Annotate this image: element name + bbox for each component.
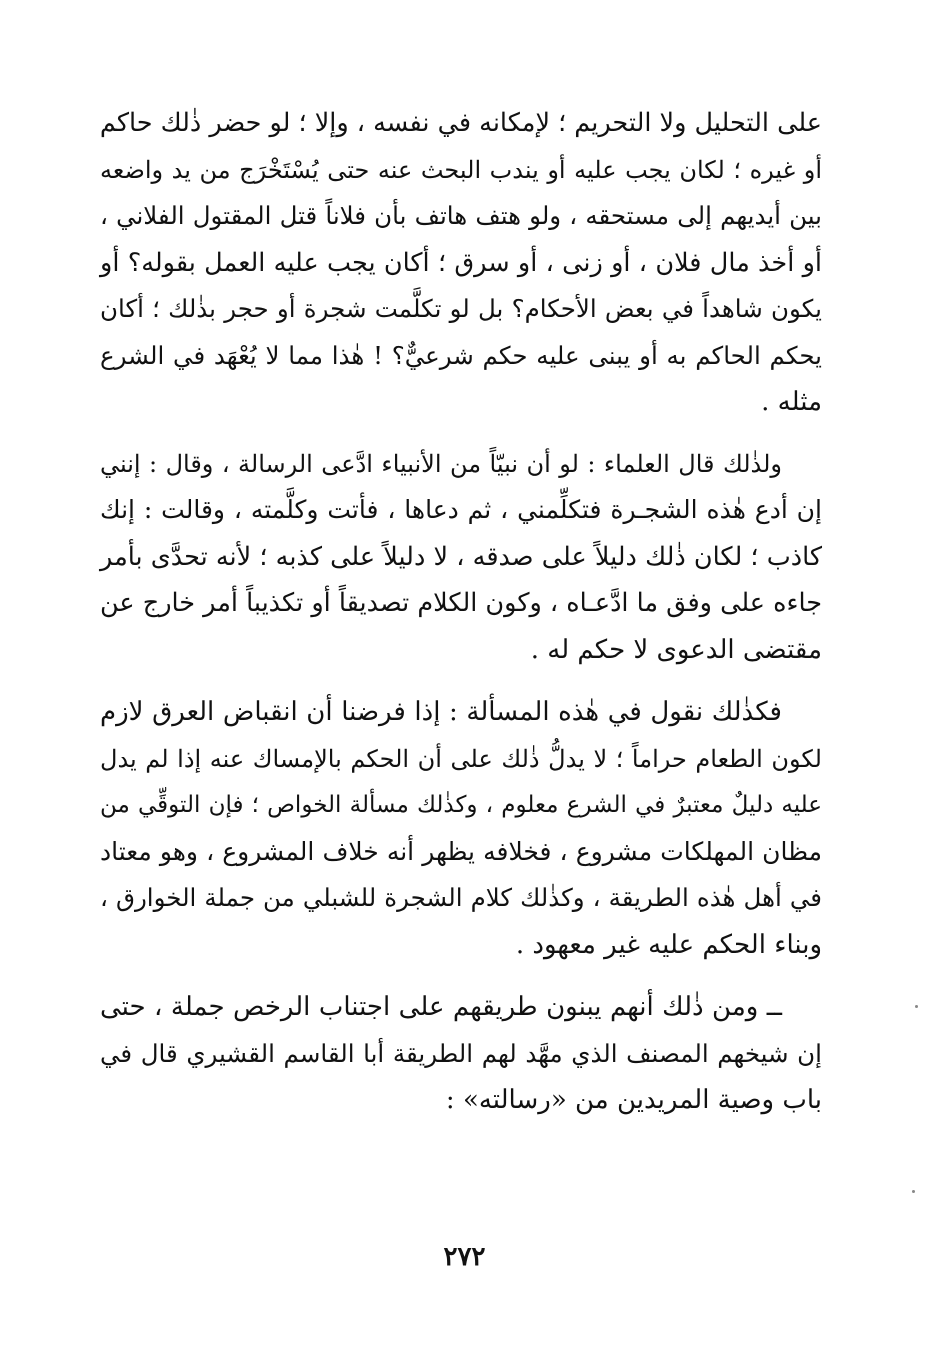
text-line: فكذٰلك نقول في هٰذه المسألة : إذا فرضنا أن انقباض العرق لازم xyxy=(100,697,782,727)
text-line: يحكم الحاكم به أو يبنى عليه حكم شرعيٌّ؟ ! هٰذا مما لا يُعْهَد في الشرع xyxy=(100,340,822,370)
scan-speck xyxy=(912,1190,915,1193)
text-line: بين أيديهم إلى مستحقه ، ولو هتف هاتف بأن فلاناً قتل المقتول الفلاني ، xyxy=(100,201,822,230)
text-line: لكون الطعام حراماً ؛ لا يدلُّ ذٰلك على أن الحكم بالإمساك عنه إذا لم يدل xyxy=(100,744,822,773)
text-line: يكون شاهداً في بعض الأحكام؟ بل لو تكلَّمت شجرة أو حجر بذٰلك ؛ أكان xyxy=(100,294,822,323)
text-line: على التحليل ولا التحريم ؛ لإمكانه في نفسه ، وإلا ؛ لو حضر ذٰلك حاكم xyxy=(99,108,822,138)
text-line: ولذٰلك قال العلماء : لو أن نبيّاً من الأنبياء ادَّعى الرسالة ، وقال : إنني xyxy=(100,449,782,478)
text-line: جاءه على وفق ما ادَّعـاه ، وكون الكلام تصديقاً أو تكذيباً أمر خارج عن xyxy=(100,588,822,618)
paragraph-4 xyxy=(100,984,822,1124)
text-line: إن شيخهم المصنف الذي مهَّد لهم الطريقة أبا القاسم القشيري قال في xyxy=(100,1038,822,1068)
page-number: ٢٧٢ xyxy=(443,1242,486,1272)
text-line: مقتضى الدعوى لا حكم له . xyxy=(530,634,822,665)
text-line: باب وصية المريدين من «رسالته» : xyxy=(445,1085,822,1115)
text-line: في أهل هٰذه الطريقة ، وكذٰلك كلام الشجرة للشبلي من جملة الخوارق ، xyxy=(100,883,822,912)
text-line: مثله . xyxy=(761,387,822,417)
page-body-text xyxy=(100,100,822,1124)
paragraph-3 xyxy=(100,689,822,968)
scan-speck xyxy=(915,1005,918,1008)
text-line: مظان المهلكات مشروع ، فخلافه يظهر أنه خلاف المشروع ، وهو معتاد xyxy=(100,836,822,866)
paragraph-1 xyxy=(100,100,822,426)
text-line: عليه دليلٌ معتبرٌ في الشرع معلوم ، وكذٰلك مسألة الخواص ؛ فإن التوقِّي من xyxy=(100,792,822,818)
text-line: كاذب ؛ لكان ذٰلك دليلاً على صدقه ، لا دليلاً على كذبه ؛ لأنه تحدَّى بأمر xyxy=(100,541,822,572)
text-line: ــ ومن ذٰلك أنهم يبنون طريقهم على اجتناب الرخص جملة ، حتى xyxy=(100,992,782,1022)
text-line: وبناء الحكم عليه غير معهود . xyxy=(515,929,822,960)
text-line: أو غيره ؛ لكان يجب عليه أو يندب البحث عنه حتى يُسْتَخْرَج من يد واضعه xyxy=(100,155,822,184)
text-line: أو أخذ مال فلان ، أو زنى ، أو سرق ؛ أكان يجب عليه العمل بقوله؟ أو xyxy=(100,247,822,278)
paragraph-2 xyxy=(100,441,822,674)
text-line: إن أدع هٰذه الشجـرة فتكلِّمني ، ثم دعاها ، فأتت وكلَّمته ، وقالت : إنك xyxy=(100,495,822,524)
